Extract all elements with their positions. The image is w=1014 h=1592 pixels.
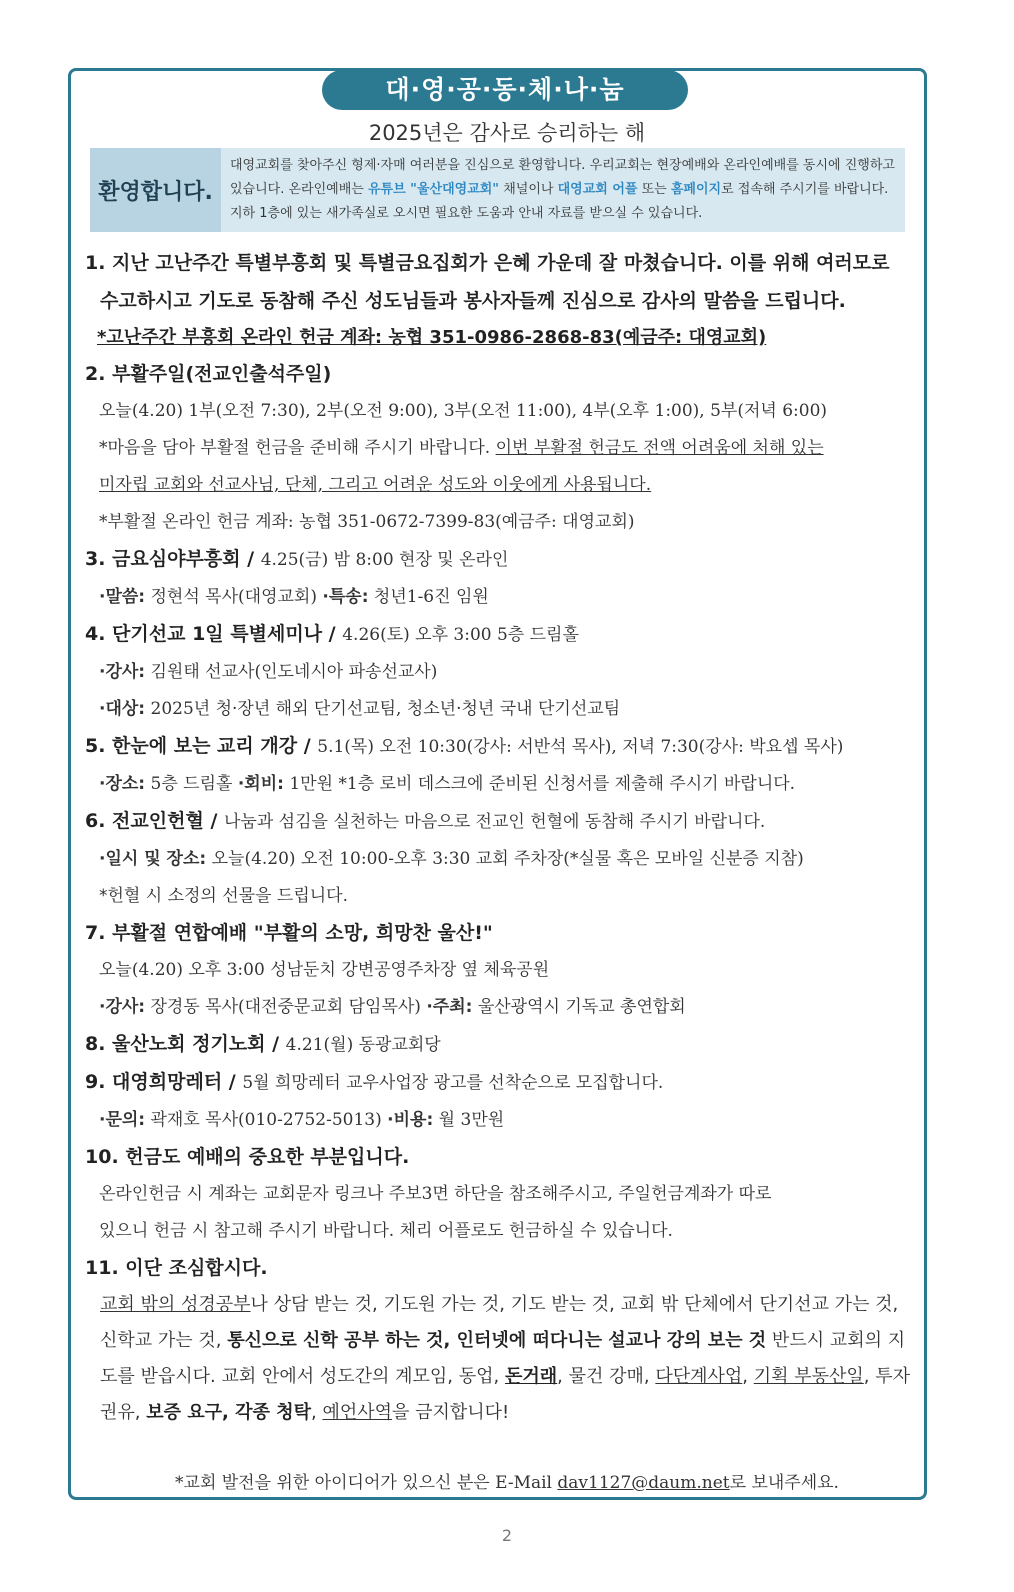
- announcement-2: [85, 356, 920, 541]
- value-contact: 곽재호 목사(010-2752-5013): [145, 1110, 388, 1130]
- announcement-4-detail: 4.26(토) 오후 3:00 5층 드림홀: [342, 625, 579, 645]
- announcement-2-title: 2. 부활주일(전교인출석주일): [85, 363, 332, 385]
- announcement-1-account-note: *고난주간 부흥회 온라인 헌금 계좌: 농협 351-0986-2868-83(예금주: 대영교회): [97, 327, 767, 348]
- announcement-6-detail: 나눔과 섬김을 실천하는 마음으로 전교인 헌혈에 동참해 주시기 바랍니다.: [224, 812, 766, 832]
- announcement-11-title: 11. 이단 조심합시다.: [85, 1257, 268, 1279]
- announcement-11: [85, 1250, 920, 1431]
- announcement-2-account: *부활절 온라인 헌금 계좌: 농협 351-0672-7399-83(예금주: 대영교회): [99, 512, 635, 532]
- announcement-9-title: 9. 대영희망레터 /: [85, 1071, 243, 1093]
- announcement-3-title: 3. 금요심야부흥회 /: [85, 548, 261, 570]
- label-contact: ·문의:: [99, 1110, 146, 1130]
- announcement-8: [85, 1026, 920, 1064]
- warn-money-lending: 돈거래: [504, 1366, 558, 1387]
- church-app-link[interactable]: 대영교회 어플: [557, 182, 638, 197]
- announcement-1: [85, 244, 920, 356]
- announcement-2-offering: [85, 430, 920, 467]
- warn-online-theology: 통신으로 신학 공부 하는 것, 인터넷에 떠다니는 설교나 강의 보는 것: [227, 1330, 767, 1351]
- value-cost: 월 3만원: [433, 1110, 505, 1130]
- warn-text-3: , 물건 강매,: [557, 1366, 656, 1387]
- warn-prophecy: 예언사역: [322, 1402, 392, 1423]
- value-speaker-7: 장경동 목사(대전중문교회 담임목사): [145, 997, 427, 1017]
- announcement-6: [85, 803, 920, 915]
- welcome-text-c: 또는: [637, 182, 671, 197]
- label-target: ·대상:: [99, 699, 146, 719]
- label-speaker: ·강사:: [99, 662, 146, 682]
- footer-text-b: 로 보내주세요.: [729, 1473, 839, 1493]
- offering-underlined: 이번 부활절 헌금도 전액 어려움에 처해 있는: [495, 438, 824, 458]
- announcement-8-title: 8. 울산노회 정기노회 /: [85, 1033, 286, 1055]
- welcome-text-d: 로 접속해 주시기를 바랍니다. 지하 1층에 있는 새가족실로 오시면 필요한 도움과 안내 자료를 받으실 수 있습니다.: [230, 182, 889, 221]
- email-link[interactable]: dav1127@daum.net: [557, 1473, 730, 1493]
- announcement-10-line1: 온라인헌금 시 계좌는 교회문자 링크나 주보3면 하단을 참조해주시고, 주일헌금계좌가 따로: [99, 1184, 772, 1204]
- announcement-4: [85, 616, 920, 728]
- warn-text-5: 을 금지합니다!: [392, 1402, 510, 1423]
- announcement-4-title: 4. 단기선교 1일 특별세미나 /: [85, 623, 343, 645]
- youtube-channel-link[interactable]: 유튜브 "울산대영교회": [367, 182, 500, 197]
- value-host: 울산광역시 기독교 총연합회: [472, 997, 686, 1017]
- announcement-5-title: 5. 한눈에 보는 교리 개강 /: [85, 735, 318, 757]
- label-fee: ·회비:: [237, 774, 284, 794]
- footer-note: [0, 1468, 1014, 1493]
- welcome-text: [230, 154, 900, 226]
- warn-sep-1: ,: [742, 1366, 754, 1387]
- announcement-6-gift: *헌혈 시 소정의 선물을 드립니다.: [99, 886, 349, 906]
- label-time-place: ·일시 및 장소:: [99, 849, 207, 869]
- announcement-6-time-place: [85, 841, 920, 878]
- homepage-link[interactable]: 홈페이지: [670, 182, 722, 197]
- label-host: ·주최:: [426, 997, 473, 1017]
- warn-sep-2: ,: [310, 1402, 323, 1423]
- announcement-7-schedule: 오늘(4.20) 오후 3:00 성남둔치 강변공영주차장 옆 체육공원: [99, 960, 550, 980]
- announcement-5: [85, 728, 920, 803]
- value-target: 2025년 청·장년 해외 단기선교팀, 청소년·청년 국내 단기선교팀: [145, 699, 621, 719]
- value-special-song: 청년1-6진 임원: [368, 587, 489, 607]
- announcement-10: [85, 1139, 920, 1250]
- offering-text: *마음을 담아 부활절 헌금을 준비해 주시기 바랍니다.: [99, 438, 496, 458]
- warn-text-1: 나 상담 받는 것, 기도원 가는 것, 기도 받는 것, 교회 밖 단체에서 단기선교 가는 것, 신학교 가는 것,: [100, 1294, 899, 1351]
- label-special-song: ·특송:: [322, 587, 369, 607]
- footer-text-a: *교회 발전을 위한 아이디어가 있으신 분은 E-Mail: [175, 1473, 558, 1493]
- warn-text-4: , 투자 권유,: [100, 1366, 911, 1423]
- warn-bible-study: 교회 밖의 성경공부: [100, 1294, 251, 1315]
- announcement-9: [85, 1064, 920, 1139]
- announcement-7-speaker: [85, 989, 920, 1026]
- warn-guarantee: 보증 요구, 각종 청탁: [146, 1402, 311, 1423]
- announcement-7-title: 7. 부활절 연합예배 "부활의 소망, 희망찬 울산!": [85, 922, 493, 944]
- year-theme-subtitle: 2025년은 감사로 승리하는 해: [368, 121, 646, 145]
- value-time-place: 오늘(4.20) 오전 10:00-오후 3:30 교회 주차장(*실물 혹은 모바일 신분증 지참): [206, 849, 804, 869]
- announcement-4-target: [85, 691, 920, 728]
- warn-text-2: 반드시 교회의 지도를 받읍시다. 교회 안에서 성도간의 계모임, 동업,: [100, 1330, 906, 1387]
- announcement-5-detail: 5.1(목) 오전 10:30(강사: 서반석 목사), 저녁 7:30(강사: 박요셉 목사): [317, 737, 844, 757]
- value-place: 5층 드림홀: [145, 774, 238, 794]
- welcome-box: [90, 148, 905, 232]
- announcement-3-detail: 4.25(금) 밤 8:00 현장 및 온라인: [260, 550, 509, 570]
- announcement-2-offering-use: 미자립 교회와 선교사님, 단체, 그리고 어려운 성도와 이웃에게 사용됩니다.: [99, 475, 652, 495]
- label-cost: ·비용:: [387, 1110, 434, 1130]
- announcement-7: [85, 915, 920, 1026]
- announcement-1-line2: 수고하시고 기도로 동참해 주신 성도님들과 봉사자들께 진심으로 감사의 말씀을 드립니다.: [100, 290, 846, 312]
- label-place: ·장소:: [99, 774, 146, 794]
- welcome-text-a: 대영교회를 찾아주신 형제·자매 여러분을 진심으로 환영합니다. 우리교회는 현장예배와 온라인예배를 동시에 진행하고 있습니다. 온라인예배는: [230, 158, 895, 197]
- page-number: 2: [501, 1526, 513, 1545]
- warn-real-estate: 기획 부동산일: [753, 1366, 864, 1387]
- announcement-9-detail: 5월 희망레터 교우사업장 광고를 선착순으로 모집합니다.: [242, 1073, 664, 1093]
- value-sermon: 정현석 목사(대영교회): [145, 587, 323, 607]
- announcement-10-line2: 있으니 헌금 시 참고해 주시기 바랍니다. 체리 어플로도 헌금하실 수 있습니다.: [99, 1221, 673, 1241]
- announcement-1-line1: 1. 지난 고난주간 특별부흥회 및 특별금요집회가 은혜 가운데 잘 마쳤습니다. 이를 위해 여러모로: [85, 252, 890, 274]
- announcement-5-place: [85, 766, 920, 803]
- value-speaker: 김원태 선교사(인도네시아 파송선교사): [145, 662, 438, 682]
- announcement-3: [85, 541, 920, 616]
- welcome-title: 환영합니다.: [90, 148, 221, 232]
- announcement-10-title: 10. 헌금도 예배의 중요한 부분입니다.: [85, 1146, 410, 1168]
- value-fee: 1만원 *1층 로비 데스크에 준비된 신청서를 제출해 주시기 바랍니다.: [283, 774, 796, 794]
- announcements-list: [85, 244, 920, 1431]
- announcement-6-title: 6. 전교인헌혈 /: [85, 810, 224, 832]
- label-sermon: ·말씀:: [99, 587, 146, 607]
- label-speaker-7: ·강사:: [99, 997, 146, 1017]
- announcement-11-body: [85, 1287, 920, 1431]
- announcement-3-details: [85, 579, 920, 616]
- section-banner: 대·영·공·동·체·나·눔: [322, 70, 688, 110]
- announcement-8-detail: 4.21(월) 동광교회당: [285, 1035, 441, 1055]
- announcement-2-schedule: 오늘(4.20) 1부(오전 7:30), 2부(오전 9:00), 3부(오전 11:00), 4부(오후 1:00), 5부(저녁 6:00): [99, 401, 828, 421]
- announcement-4-speaker: [85, 654, 920, 691]
- announcement-9-contact: [85, 1102, 920, 1139]
- warn-mlm: 다단계사업: [655, 1366, 743, 1387]
- welcome-text-b: 채널이나: [499, 182, 558, 197]
